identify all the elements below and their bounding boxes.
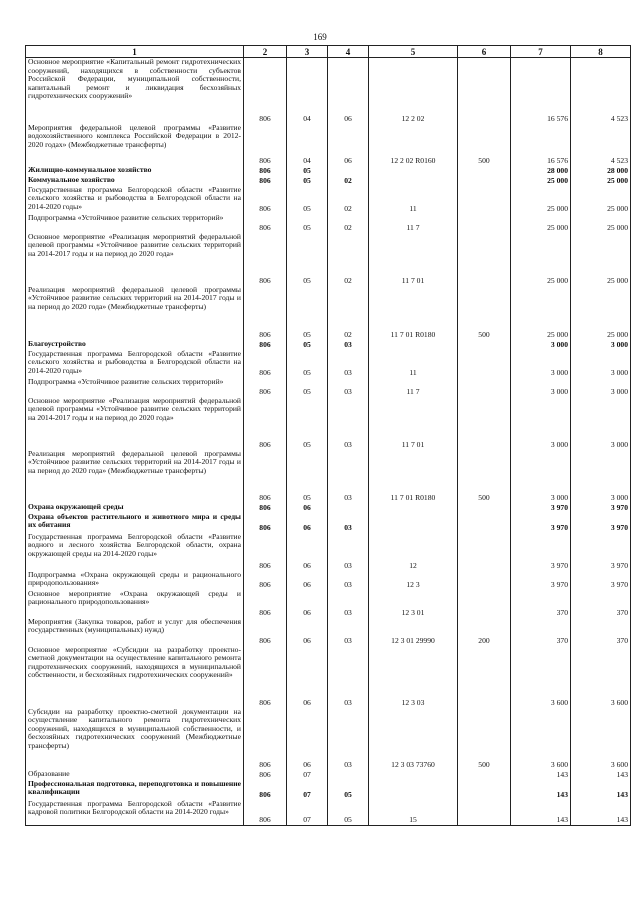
- cell-subsection: 02: [328, 214, 369, 233]
- cell-expense-type: [458, 780, 511, 800]
- cell-expense-type: [458, 397, 511, 450]
- cell-section: 06: [287, 513, 328, 533]
- cell-amount-year1: 3 970: [511, 571, 571, 590]
- cell-section: 06: [287, 590, 328, 618]
- table-row: [26, 176, 631, 186]
- cell-subsection: 03: [328, 618, 369, 646]
- cell-name: Реализация мероприятий федеральной целевой программы «Устойчивое развитие сельских территорий на 2014-2017 годы и на период до 2020 года» (Межбюджетные трансферты): [26, 286, 244, 340]
- table-row: [26, 571, 631, 590]
- cell-subsection: 05: [328, 800, 369, 826]
- table-row: [26, 590, 631, 618]
- cell-name: Подпрограмма «Устойчивое развитие сельских территорий»: [26, 214, 244, 233]
- cell-amount-year2: 4 523: [571, 124, 631, 166]
- cell-expense-type: [458, 800, 511, 826]
- cell-amount-year2: 3 970: [571, 503, 631, 513]
- cell-section: 05: [287, 350, 328, 378]
- cell-admin-code: 806: [244, 214, 287, 233]
- table-row: [26, 503, 631, 513]
- cell-section: 04: [287, 58, 328, 124]
- cell-target-article: 12 2 02 R0160: [369, 124, 458, 166]
- cell-name: Основное мероприятие «Реализация мероприятий федеральной целевой программы «Устойчивое развитие сельских территорий на 2014-2017 годы и на период до 2020 года»: [26, 233, 244, 286]
- cell-section: 06: [287, 503, 328, 513]
- cell-amount-year1: 25 000: [511, 233, 571, 286]
- cell-amount-year1: 3 000: [511, 450, 571, 503]
- cell-amount-year1: 143: [511, 780, 571, 800]
- cell-name: Основное мероприятие «Реализация мероприятий федеральной целевой программы «Устойчивое развитие сельских территорий на 2014-2017 годы и на период до 2020 года»: [26, 397, 244, 450]
- table-row: [26, 513, 631, 533]
- cell-expense-type: [458, 214, 511, 233]
- cell-subsection: 03: [328, 708, 369, 770]
- table-row: [26, 780, 631, 800]
- page-number: 169: [313, 32, 327, 42]
- cell-subsection: 05: [328, 780, 369, 800]
- cell-expense-type: 200: [458, 618, 511, 646]
- cell-expense-type: [458, 186, 511, 214]
- cell-name: Жилищно-коммунальное хозяйство: [26, 166, 244, 176]
- cell-subsection: 02: [328, 233, 369, 286]
- cell-name: Государственная программа Белгородской области «Развитие сельского хозяйства и рыбоводства в Белгородской области на 2014-2020 годы»: [26, 186, 244, 214]
- cell-section: 05: [287, 176, 328, 186]
- cell-name: Основное мероприятие «Субсидии на разработку проектно-сметной документации на осуществление капитального ремонта гидротехнических сооружений, находящихся в муниципальной собственности, и бесхозяйных гидротехнических сооружений»: [26, 646, 244, 708]
- cell-admin-code: 806: [244, 646, 287, 708]
- column-header: 6: [458, 46, 511, 58]
- cell-admin-code: 806: [244, 503, 287, 513]
- cell-section: 05: [287, 186, 328, 214]
- cell-amount-year1: 370: [511, 590, 571, 618]
- cell-subsection: 03: [328, 513, 369, 533]
- cell-target-article: 12: [369, 533, 458, 571]
- cell-amount-year2: 143: [571, 800, 631, 826]
- table-row: [26, 397, 631, 450]
- cell-name: Подпрограмма «Устойчивое развитие сельских территорий»: [26, 378, 244, 397]
- cell-name: Мероприятия федеральной целевой программы «Развитие водохозяйственного комплекса Российской Федерации в 2012-2020 годах» (Межбюджетные трансферты): [26, 124, 244, 166]
- cell-target-article: [369, 513, 458, 533]
- cell-subsection: 06: [328, 124, 369, 166]
- cell-amount-year2: 143: [571, 780, 631, 800]
- cell-section: 06: [287, 618, 328, 646]
- cell-name: Государственная программа Белгородской области «Развитие кадровой политики Белгородской области на 2014-2020 годы»: [26, 800, 244, 826]
- cell-admin-code: 806: [244, 571, 287, 590]
- cell-target-article: 15: [369, 800, 458, 826]
- cell-subsection: 03: [328, 533, 369, 571]
- cell-admin-code: 806: [244, 770, 287, 780]
- cell-section: 04: [287, 124, 328, 166]
- cell-amount-year2: 370: [571, 590, 631, 618]
- cell-target-article: 11 7: [369, 214, 458, 233]
- cell-amount-year1: 3 000: [511, 397, 571, 450]
- cell-target-article: 12 3 01: [369, 590, 458, 618]
- table-row: [26, 214, 631, 233]
- cell-amount-year2: 3 000: [571, 378, 631, 397]
- table-body: [26, 58, 631, 826]
- cell-target-article: 12 3: [369, 571, 458, 590]
- cell-amount-year2: 3 000: [571, 397, 631, 450]
- cell-target-article: [369, 780, 458, 800]
- cell-amount-year1: 370: [511, 618, 571, 646]
- cell-target-article: 11 7 01: [369, 233, 458, 286]
- cell-target-article: 12 3 03 73760: [369, 708, 458, 770]
- cell-admin-code: 806: [244, 378, 287, 397]
- cell-expense-type: [458, 378, 511, 397]
- cell-name: Коммунальное хозяйство: [26, 176, 244, 186]
- cell-target-article: 12 3 03: [369, 646, 458, 708]
- table-row: [26, 166, 631, 176]
- cell-admin-code: 806: [244, 450, 287, 503]
- cell-admin-code: 806: [244, 233, 287, 286]
- cell-amount-year2: 3 970: [571, 533, 631, 571]
- cell-amount-year1: 143: [511, 770, 571, 780]
- table-row: [26, 770, 631, 780]
- cell-expense-type: [458, 646, 511, 708]
- cell-section: 05: [287, 340, 328, 350]
- cell-section: 07: [287, 770, 328, 780]
- cell-subsection: [328, 770, 369, 780]
- cell-subsection: 02: [328, 176, 369, 186]
- cell-amount-year2: 25 000: [571, 186, 631, 214]
- cell-section: 05: [287, 233, 328, 286]
- cell-expense-type: [458, 503, 511, 513]
- column-header: 7: [511, 46, 571, 58]
- cell-target-article: 11 7: [369, 378, 458, 397]
- cell-target-article: 11 7 01 R0180: [369, 286, 458, 340]
- cell-amount-year2: 3 000: [571, 350, 631, 378]
- cell-amount-year2: 25 000: [571, 233, 631, 286]
- table-row: [26, 708, 631, 770]
- cell-admin-code: 806: [244, 58, 287, 124]
- cell-subsection: 03: [328, 378, 369, 397]
- cell-amount-year2: 25 000: [571, 286, 631, 340]
- cell-name: Образование: [26, 770, 244, 780]
- cell-section: 05: [287, 286, 328, 340]
- cell-target-article: [369, 340, 458, 350]
- cell-subsection: 03: [328, 571, 369, 590]
- cell-amount-year1: 16 576: [511, 124, 571, 166]
- cell-expense-type: [458, 350, 511, 378]
- cell-admin-code: 806: [244, 618, 287, 646]
- cell-expense-type: [458, 770, 511, 780]
- cell-section: 06: [287, 708, 328, 770]
- cell-target-article: 11: [369, 186, 458, 214]
- table-row: [26, 350, 631, 378]
- cell-section: 06: [287, 646, 328, 708]
- cell-section: 05: [287, 214, 328, 233]
- cell-amount-year1: 3 000: [511, 340, 571, 350]
- cell-target-article: [369, 166, 458, 176]
- table-row: [26, 286, 631, 340]
- table-row: [26, 340, 631, 350]
- cell-admin-code: 806: [244, 708, 287, 770]
- cell-expense-type: [458, 533, 511, 571]
- cell-expense-type: [458, 176, 511, 186]
- cell-admin-code: 806: [244, 533, 287, 571]
- cell-subsection: 03: [328, 450, 369, 503]
- cell-target-article: [369, 176, 458, 186]
- cell-amount-year1: 143: [511, 800, 571, 826]
- cell-amount-year2: 28 000: [571, 166, 631, 176]
- cell-amount-year1: 28 000: [511, 166, 571, 176]
- cell-amount-year2: 3 600: [571, 708, 631, 770]
- table-row: [26, 124, 631, 166]
- table-row: [26, 58, 631, 124]
- cell-expense-type: 500: [458, 124, 511, 166]
- cell-admin-code: 806: [244, 186, 287, 214]
- cell-admin-code: 806: [244, 350, 287, 378]
- cell-name: Реализация мероприятий федеральной целевой программы «Устойчивое развитие сельских территорий на 2014-2017 годы и на период до 2020 года» (Межбюджетные трансферты): [26, 450, 244, 503]
- cell-section: 05: [287, 450, 328, 503]
- cell-amount-year2: 143: [571, 770, 631, 780]
- column-header: 1: [26, 46, 244, 58]
- cell-admin-code: 806: [244, 800, 287, 826]
- cell-name: Основное мероприятие «Капитальный ремонт гидротехнических сооружений, находящихся в собственности субъектов Российской Федерации, муниципальной собственности, капитальный ремонт и ликвидация бесхозяйных гидротехнических сооружений»: [26, 58, 244, 124]
- table-row: [26, 618, 631, 646]
- cell-section: 06: [287, 533, 328, 571]
- cell-amount-year2: 3 970: [571, 571, 631, 590]
- cell-amount-year1: 3 000: [511, 350, 571, 378]
- budget-table: [25, 45, 631, 826]
- cell-subsection: 02: [328, 186, 369, 214]
- cell-target-article: 11 7 01 R0180: [369, 450, 458, 503]
- cell-admin-code: 806: [244, 166, 287, 176]
- cell-amount-year2: 3 000: [571, 340, 631, 350]
- cell-amount-year1: 25 000: [511, 286, 571, 340]
- table-row: [26, 450, 631, 503]
- cell-target-article: 11: [369, 350, 458, 378]
- cell-admin-code: 806: [244, 590, 287, 618]
- table-row: [26, 186, 631, 214]
- cell-name: Охрана объектов растительного и животного мира и среды их обитания: [26, 513, 244, 533]
- cell-amount-year1: 3 000: [511, 378, 571, 397]
- cell-section: 05: [287, 378, 328, 397]
- cell-amount-year2: 25 000: [571, 176, 631, 186]
- table-header: [26, 46, 631, 58]
- cell-expense-type: [458, 340, 511, 350]
- cell-amount-year1: 25 000: [511, 176, 571, 186]
- cell-section: 07: [287, 800, 328, 826]
- cell-expense-type: 500: [458, 708, 511, 770]
- cell-target-article: [369, 770, 458, 780]
- cell-admin-code: 806: [244, 397, 287, 450]
- cell-name: Государственная программа Белгородской области «Развитие водного и лесного хозяйства Белгородской области, охрана окружающей среды на 2014-2020 годы»: [26, 533, 244, 571]
- table-row: [26, 378, 631, 397]
- cell-name: Основное мероприятие «Охрана окружающей среды и рационального природопользования»: [26, 590, 244, 618]
- cell-expense-type: [458, 166, 511, 176]
- table-row: [26, 233, 631, 286]
- cell-name: Субсидии на разработку проектно-сметной документации на осуществление капитального ремонта гидротехнических сооружений, находящихся в муниципальной собственности, и бесхозяйных гидротехнических сооружений (Межбюджетные трансферты): [26, 708, 244, 770]
- cell-subsection: 03: [328, 397, 369, 450]
- cell-subsection: [328, 503, 369, 513]
- cell-expense-type: [458, 590, 511, 618]
- cell-expense-type: [458, 513, 511, 533]
- cell-subsection: 03: [328, 350, 369, 378]
- cell-amount-year1: 3 970: [511, 503, 571, 513]
- table-row: [26, 646, 631, 708]
- cell-amount-year2: 3 000: [571, 450, 631, 503]
- column-header: 2: [244, 46, 287, 58]
- cell-section: 07: [287, 780, 328, 800]
- cell-name: Охрана окружающей среды: [26, 503, 244, 513]
- cell-name: Профессиональная подготовка, переподготовка и повышение квалификации: [26, 780, 244, 800]
- cell-target-article: 11 7 01: [369, 397, 458, 450]
- cell-subsection: 03: [328, 340, 369, 350]
- cell-section: 05: [287, 166, 328, 176]
- cell-amount-year2: 370: [571, 618, 631, 646]
- table-row: [26, 533, 631, 571]
- column-header: 3: [287, 46, 328, 58]
- cell-amount-year2: 3 970: [571, 513, 631, 533]
- cell-subsection: 06: [328, 58, 369, 124]
- cell-subsection: 02: [328, 286, 369, 340]
- cell-amount-year1: 3 600: [511, 708, 571, 770]
- cell-amount-year1: 16 576: [511, 58, 571, 124]
- cell-name: Благоустройство: [26, 340, 244, 350]
- cell-target-article: 12 2 02: [369, 58, 458, 124]
- column-header: 4: [328, 46, 369, 58]
- cell-amount-year1: 3 970: [511, 513, 571, 533]
- cell-amount-year1: 3 970: [511, 533, 571, 571]
- cell-target-article: 12 3 01 29990: [369, 618, 458, 646]
- cell-subsection: [328, 166, 369, 176]
- cell-amount-year1: 3 600: [511, 646, 571, 708]
- cell-subsection: 03: [328, 646, 369, 708]
- cell-amount-year1: 25 000: [511, 186, 571, 214]
- cell-admin-code: 806: [244, 340, 287, 350]
- cell-target-article: [369, 503, 458, 513]
- cell-expense-type: 500: [458, 286, 511, 340]
- cell-admin-code: 806: [244, 780, 287, 800]
- cell-amount-year2: 4 523: [571, 58, 631, 124]
- cell-admin-code: 806: [244, 176, 287, 186]
- cell-expense-type: [458, 571, 511, 590]
- cell-section: 05: [287, 397, 328, 450]
- column-header: 8: [571, 46, 631, 58]
- cell-name: Мероприятия (Закупка товаров, работ и услуг для обеспечения государственных (муниципальных) нужд): [26, 618, 244, 646]
- cell-amount-year2: 3 600: [571, 646, 631, 708]
- table-row: [26, 800, 631, 826]
- cell-admin-code: 806: [244, 124, 287, 166]
- cell-admin-code: 806: [244, 286, 287, 340]
- column-header: 5: [369, 46, 458, 58]
- cell-amount-year1: 25 000: [511, 214, 571, 233]
- cell-name: Подпрограмма «Охрана окружающей среды и рационального природопользования»: [26, 571, 244, 590]
- cell-expense-type: 500: [458, 450, 511, 503]
- cell-subsection: 03: [328, 590, 369, 618]
- cell-name: Государственная программа Белгородской области «Развитие сельского хозяйства и рыбоводства в Белгородской области на 2014-2020 годы»: [26, 350, 244, 378]
- cell-expense-type: [458, 233, 511, 286]
- cell-section: 06: [287, 571, 328, 590]
- cell-amount-year2: 25 000: [571, 214, 631, 233]
- cell-expense-type: [458, 58, 511, 124]
- cell-admin-code: 806: [244, 513, 287, 533]
